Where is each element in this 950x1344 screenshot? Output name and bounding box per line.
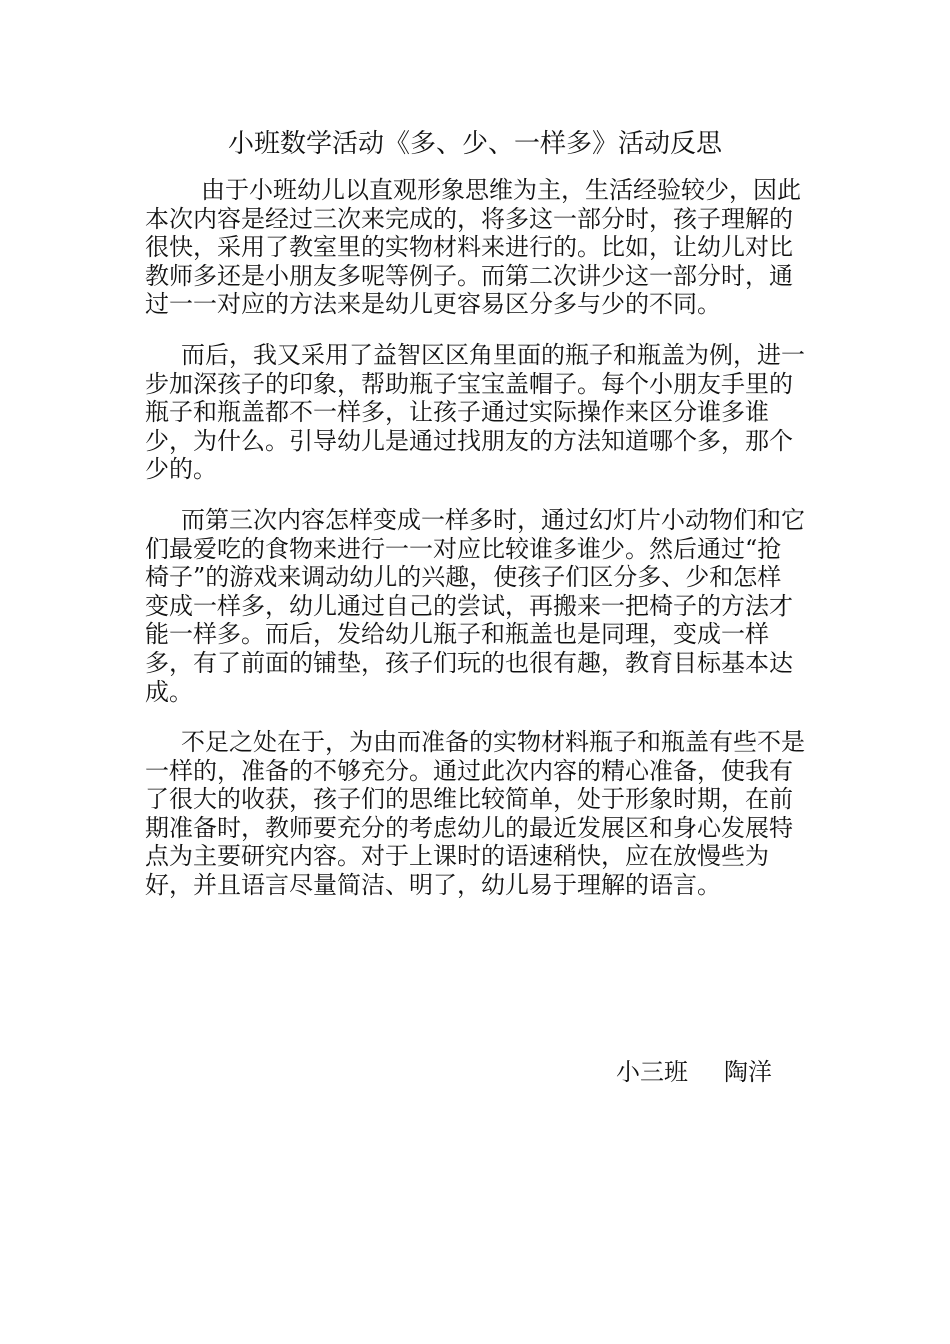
paragraph-2: 而后，我又采用了益智区区角里面的瓶子和瓶盖为例，进一步加深孩子的印象，帮助瓶子宝宝盖帽子。每个小朋友手里的瓶子和瓶盖都不一样多，让孩子通过实际操作来区分谁多谁少，为什么。引导幼儿是通过找朋友的方法知道哪个多，那个少的。 — [145, 340, 805, 484]
paragraph-1: 由于小班幼儿以直观形象思维为主，生活经验较少，因此本次内容是经过三次来完成的，将多这一部分时，孩子理解的很快，采用了教室里的实物材料来进行的。比如，让幼儿对比教师多还是小朋友多呢等例子。而第二次讲少这一部分时，通过一一对应的方法来是幼儿更容易区分多与少的不同。 — [145, 176, 801, 319]
paragraph-4: 不足之处在于，为由而准备的实物材料瓶子和瓶盖有些不是一样的，准备的不够充分。通过此次内容的精心准备，使我有了很大的收获，孩子们的思维比较简单，处于形象时期，在前期准备时，教师要充分的考虑幼儿的最近发展区和身心发展特点为主要研究内容。对于上课时的语速稍快，应在放慢些为好，并且语言尽量简洁、明了，幼儿易于理解的语言。 — [145, 728, 805, 900]
signature-class: 小三班 — [616, 1058, 688, 1086]
signature-author: 陶洋 — [724, 1058, 772, 1086]
document-body — [145, 176, 805, 922]
signature — [616, 1056, 772, 1088]
document-title: 小班数学活动《多、少、一样多》活动反思 — [227, 129, 722, 159]
paragraph-3: 而第三次内容怎样变成一样多时，通过幻灯片小动物们和它们最爱吃的食物来进行一一对应比较谁多谁少。然后通过“抢椅子”的游戏来调动幼儿的兴趣，使孩子们区分多、少和怎样变成一样多，幼儿通过自己的尝试，再搬来一把椅子的方法才能一样多。而后，发给幼儿瓶子和瓶盖也是同理，变成一样多，有了前面的铺垫，孩子们玩的也很有趣，教育目标基本达成。 — [145, 505, 805, 706]
